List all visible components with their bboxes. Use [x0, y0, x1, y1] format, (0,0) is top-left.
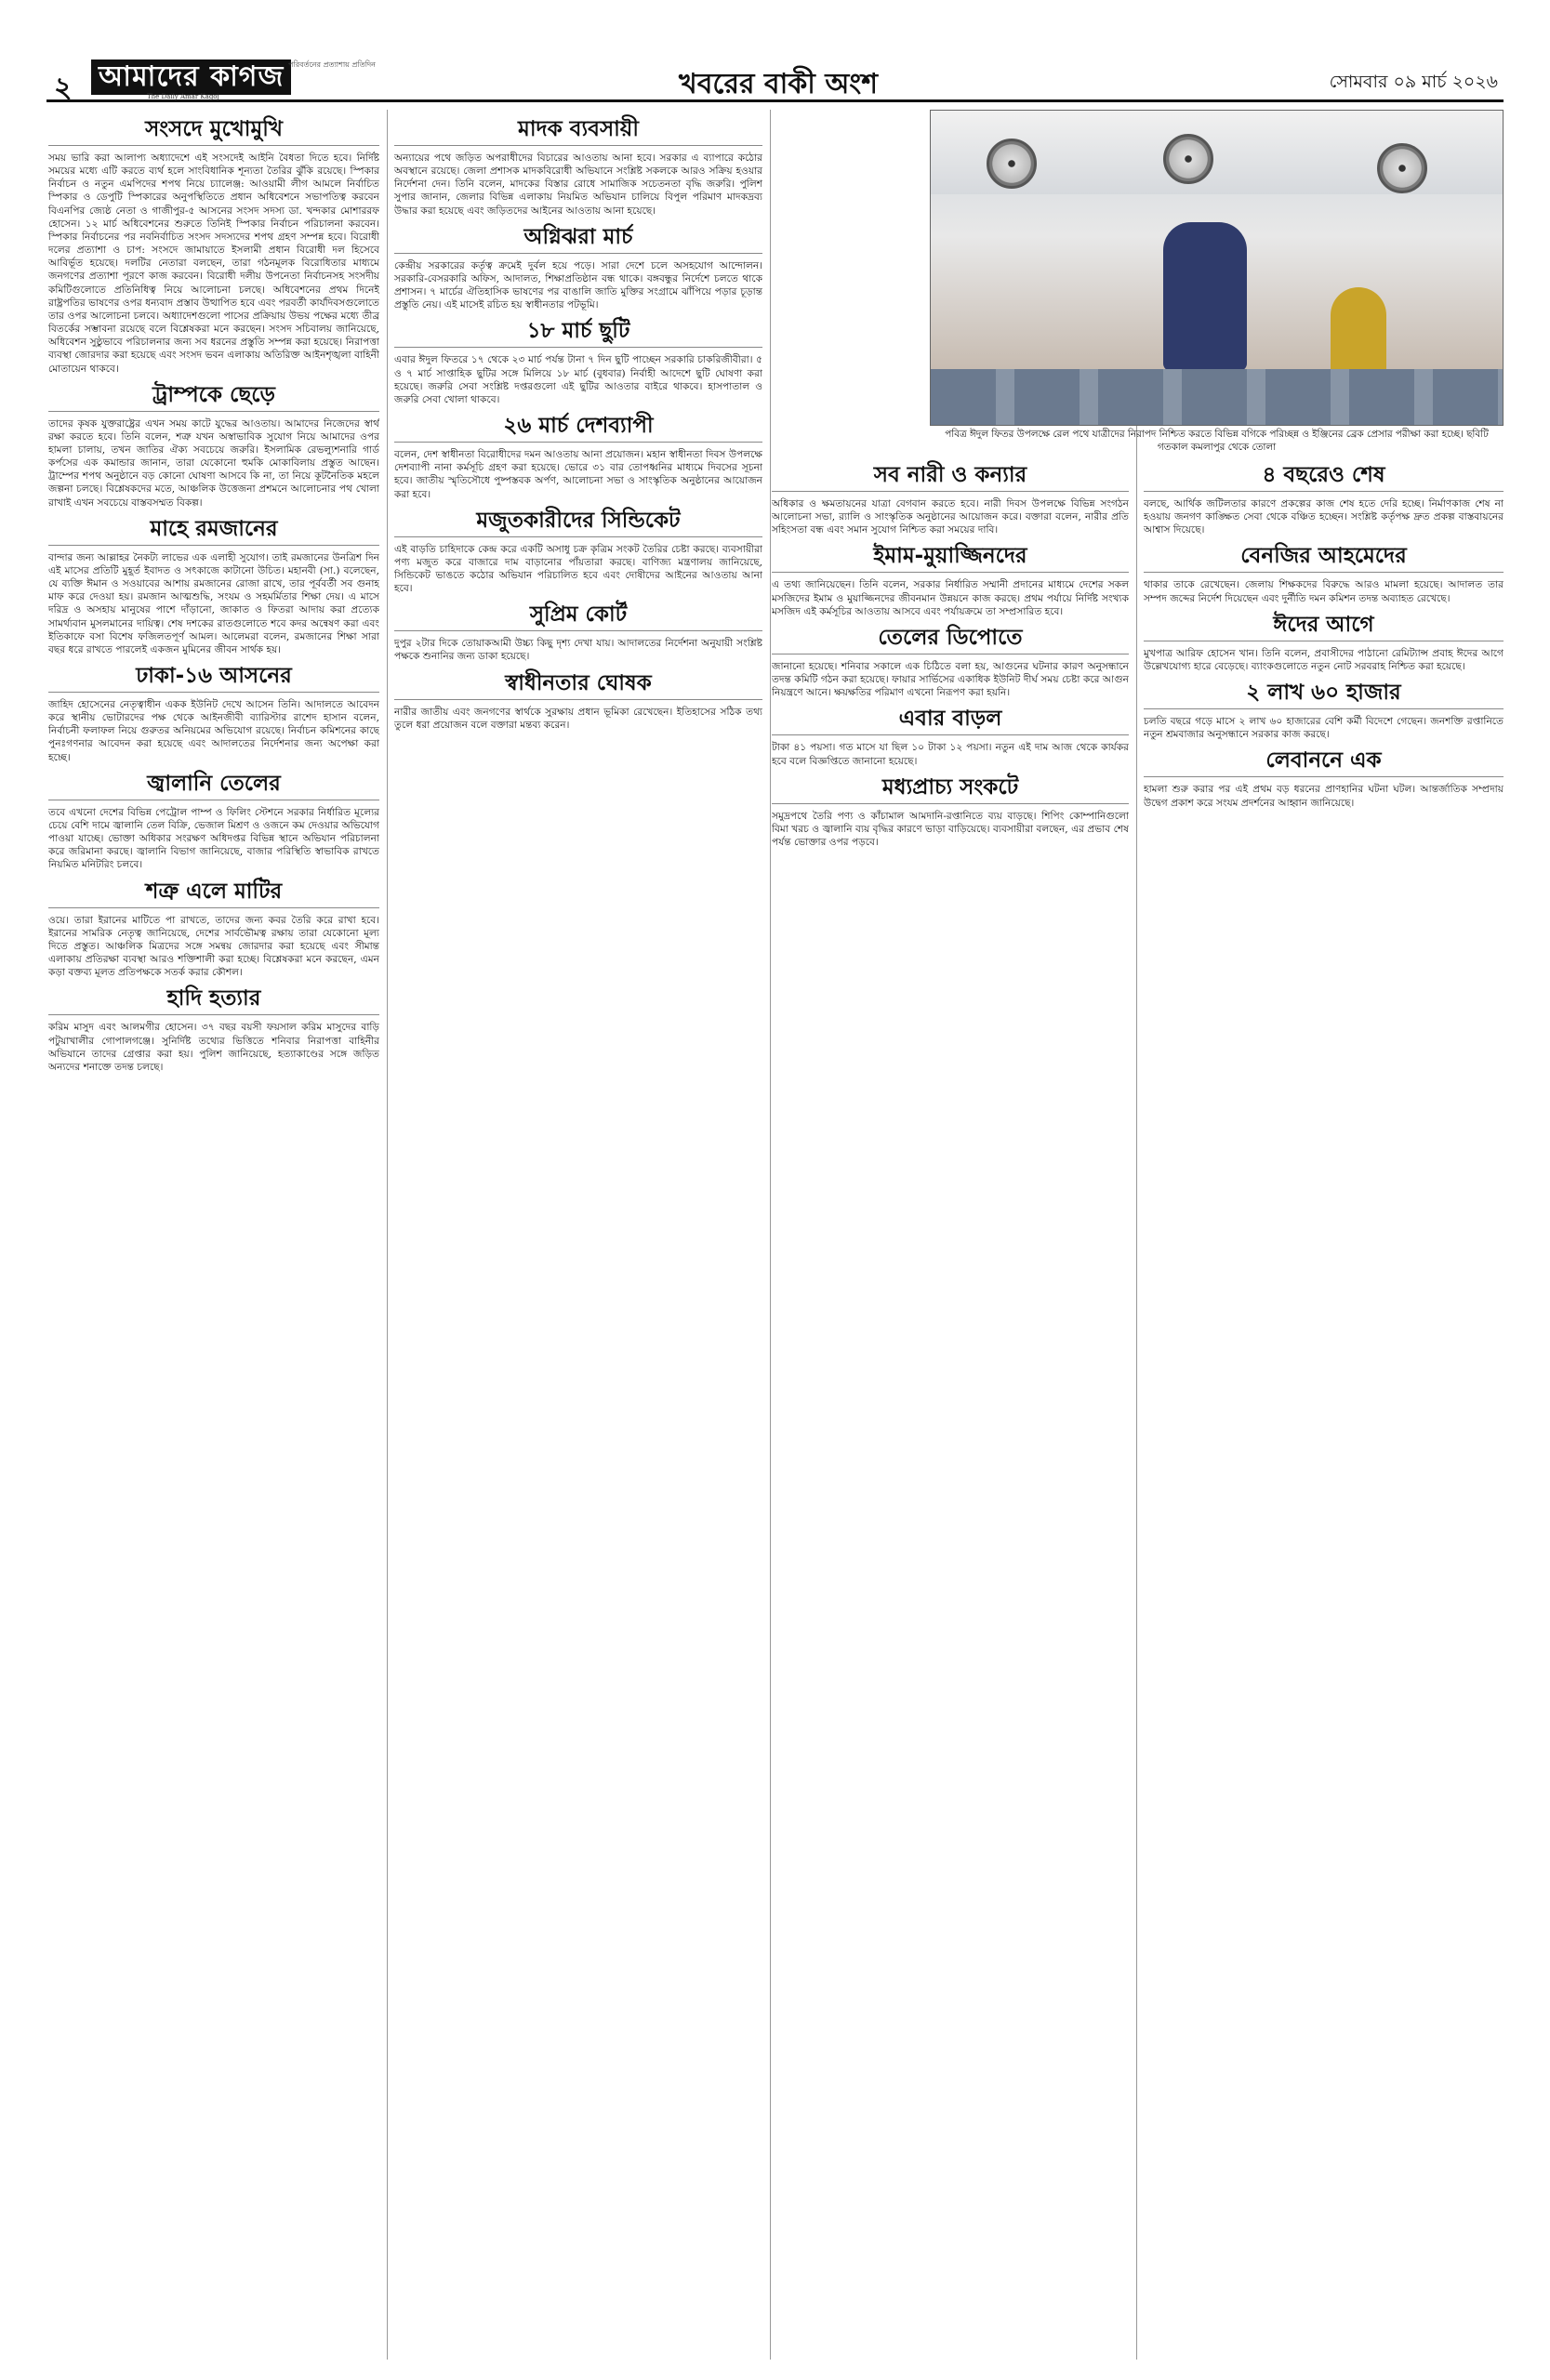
article-body: বলেন, দেশ স্বাধীনতা বিরোধীদের দমন আওতায় আনা প্রয়োজন। মহান স্বাধীনতা দিবস উপলক্ষে দেশব্যাপী নানা কর্মসূচি গ্রহণ করা হয়েছে। ভোরে ৩১ বার তোপধ্বনির মাধ্যমে দিবসের সূচনা হবে। জাতীয় স্মৃতিসৌধে পুষ্পস্তবক অর্পণ, আলোচনা সভা ও সাংস্কৃতিক অনুষ্ঠানের আয়োজন করা হবে।	[394, 449, 762, 500]
column-4	[1144, 456, 1504, 2361]
article-title: মজুতকারীদের সিন্ডিকেট	[394, 507, 762, 537]
ceiling-fan-icon	[987, 139, 1037, 189]
column-2	[394, 110, 762, 2360]
article-body: জাহিদ হোসেনের নেতৃত্বাধীন একক ইউনিট দেখে আসেন তিনি। আদালতে আবেদন করে স্থানীয় ভোটারদের পক্ষ থেকে আইনজীবী ব্যারিস্টার রাশেদ হাসান বলেন, নির্বাচনী ফলাফল নিয়ে গুরুতর অনিয়মের অভিযোগ রয়েছে। নির্বাচন কমিশনের কাছে পুনঃগণনার আবেদন করা হয়েছে এবং আদালতের নির্দেশনার জন্য অপেক্ষা করা হচ্ছে।	[48, 699, 379, 763]
article-title: লেবাননে এক	[1144, 747, 1504, 777]
article-title: সংসদে মুখোমুখি	[48, 115, 379, 146]
worker-figure	[1163, 222, 1247, 371]
article-title: ১৮ মার্চ ছুটি	[394, 317, 762, 348]
brand-english: The Daily Amar Kagoj	[147, 93, 219, 100]
article-body: চলতি বছরে গড়ে মাসে ২ লাখ ৬০ হাজারের বেশি কর্মী বিদেশে গেছেন। জনশক্তি রপ্তানিতে নতুন শ্রমবাজার অনুসন্ধানে সরকার কাজ করছে।	[1144, 716, 1504, 741]
article-title: ইমাম-মুয়াজ্জিনদের	[772, 542, 1129, 573]
article-body: সমুদ্রপথে তৈরি পণ্য ও কাঁচামাল আমদানি-রপ্তানিতে ব্যয় বাড়ছে। শিপিং কোম্পানিগুলো বিমা খরচ ও জ্বালানি ব্যয় বৃদ্ধির কারণে ভাড়া বাড়িয়েছে। ব্যবসায়ীরা বলছেন, এর প্রভাব শেষ পর্যন্ত ভোক্তার ওপর পড়বে।	[772, 810, 1129, 849]
article-title: অগ্নিঝরা মার্চ	[394, 223, 762, 254]
train-seats	[931, 369, 1503, 425]
article-title: সব নারী ও কন্যার	[772, 461, 1129, 492]
article-body: এবার ঈদুল ফিতরে ১৭ থেকে ২৩ মার্চ পর্যন্ত টানা ৭ দিন ছুটি পাচ্ছেন সরকারি চাকরিজীবীরা। ৫ ও ৭ মার্চ সাপ্তাহিক ছুটির সঙ্গে মিলিয়ে ১৮ মার্চ (বুধবার) নির্বাহী আদেশে ছুটি ঘোষণা করা হয়েছে। জরুরি সেবা সংশ্লিষ্ট দপ্তরগুলো এই ছুটির আওতার বাইরে থাকবে। হাসপাতাল ও জরুরি সেবা খোলা থাকবে।	[394, 354, 762, 405]
article-body: করিম মাসুদ এবং আলমগীর হোসেন। ৩৭ বছর বয়সী ফয়সাল করিম মাসুদের বাড়ি পটুয়াখালীর গোপালগঞ্জে। সুনির্দিষ্ট তথ্যের ভিত্তিতে শনিবার নিরাপত্তা বাহিনীর অভিযানে তাদের গ্রেপ্তার করা হয়। পুলিশ জানিয়েছে, হত্যাকাণ্ডের সঙ্গে জড়িত অন্যদের শনাক্তে তদন্ত চলছে।	[48, 1022, 379, 1073]
column-1	[48, 110, 379, 2360]
column-3	[772, 456, 1129, 2361]
article-body: ওয়ে। তারা ইরানের মাটিতে পা রাখতে, তাদের জন্য কবর তৈরি করে রাখা হবে। ইরানের সামরিক নেতৃত্ব জানিয়েছে, দেশের সার্বভৌমত্ব রক্ষায় তারা যেকোনো মূল্য দিতে প্রস্তুত। আঞ্চলিক মিত্রদের সঙ্গে সমন্বয় জোরদার করা হয়েছে এবং সীমান্ত এলাকায় প্রতিরক্ষা ব্যবস্থা আরও শক্তিশালী করা হচ্ছে। বিশ্লেষকরা মনে করছেন, এমন কড়া বক্তব্য মূলত প্রতিপক্ষকে সতর্ক করার কৌশল।	[48, 914, 379, 979]
article-title: মাদক ব্যবসায়ী	[394, 115, 762, 146]
article-title: মাহে রমজানের	[48, 515, 379, 546]
article-body: দুপুর ২টার দিকে তোয়াকআমী উচ্চ্য কিছু দৃশ্য দেখা যায়। আদালতের নির্দেশনা অনুযায়ী সংশ্লিষ্ট পক্ষকে শুনানির জন্য ডাকা হয়েছে।	[394, 638, 762, 663]
ceiling-fan-icon	[1377, 143, 1427, 193]
article-body: অধিকার ও ক্ষমতায়নের যাত্রা বেগবান করতে হবে। নারী দিবস উপলক্ষে বিভিন্ন সংগঠন আলোচনা সভা, র‍্যালি ও সাংস্কৃতিক অনুষ্ঠানের আয়োজন করে। বক্তারা বলেন, নারীর প্রতি সহিংসতা বন্ধ এবং সমান সুযোগ নিশ্চিত করা সময়ের দাবি।	[772, 498, 1129, 536]
article-title: ৪ বছরেও শেষ	[1144, 461, 1504, 492]
page-number: ২	[54, 72, 73, 104]
article-title: তেলের ডিপোতে	[772, 624, 1129, 654]
article-body: টাকা ৪১ পয়সা। গত মাসে যা ছিল ১০ টাকা ১২ পয়সা। নতুন এই দাম আজ থেকে কার্যকর হবে বলে বিজ্ঞপ্তিতে জানানো হয়েছে।	[772, 742, 1129, 767]
article-title: স্বাধীনতার ঘোষক	[394, 669, 762, 700]
article-body: হামলা শুরু করার পর এই প্রথম বড় ধরনের প্রাণহানির ঘটনা ঘটল। আন্তর্জাতিক সম্প্রদায় উদ্বেগ প্রকাশ করে সংযম প্রদর্শনের আহ্বান জানিয়েছে।	[1144, 784, 1504, 809]
article-title: বেনজির আহমেদের	[1144, 542, 1504, 573]
article-title: শত্রু এলে মাটির	[48, 878, 379, 908]
article-body: তবে এখনো দেশের বিভিন্ন পেট্রোল পাম্প ও ফিলিং স্টেশনে সরকার নির্ধারিত মূল্যের চেয়ে বেশি দামে জ্বালানি তেল বিক্রি, ভেজাল মিশ্রণ ও ওজনে কম দেওয়ার অভিযোগ পাওয়া যাচ্ছে। ভোক্তা অধিকার সংরক্ষণ অধিদপ্তর বিভিন্ন স্থানে অভিযান পরিচালনা করে জরিমানা করছে। জ্বালানি বিভাগ জানিয়েছে, বাজার পরিস্থিতি স্বাভাবিক রাখতে নিয়মিত মনিটরিং চলবে।	[48, 806, 379, 871]
article-title: ২৬ মার্চ দেশব্যাপী	[394, 412, 762, 443]
photo-caption: পবিত্র ঈদুল ফিতর উপলক্ষে রেল পথে যাত্রীদের নিরাপদ নিশ্চিত করতে বিভিন্ন বগিকে পরিচ্ছন্ন ও ইঞ্জিনের ব্রেক প্রেসার পরীক্ষা করা হচ্ছে। ছবিটি গতকাল কমলাপুর থেকে তোলা	[945, 429, 1489, 453]
article-title: মধ্যপ্রাচ্য সংকটে	[772, 774, 1129, 804]
article-body: বান্দার জন্য আল্লাহর নৈকট্য লাভের এক এলাহী সুযোগ। তাই রমজানের উনত্রিশ দিন এই মাসের প্রতিটি মুহূর্ত ইবাদত ও সৎকাজে কাটানো উচিত। মহানবী (সা.) বলেছেন, যে ব্যক্তি ঈমান ও সওয়াবের আশায় রমজানের রোজা রাখে, তার পূর্ববর্তী সব গুনাহ মাফ করে দেওয়া হয়। রমজান আত্মশুদ্ধি, সংযম ও সহমর্মিতার শিক্ষা দেয়। এ মাসে দরিদ্র ও অসহায় মানুষের পাশে দাঁড়ানো, জাকাত ও ফিতরা আদায় করা প্রত্যেক সামর্থ্যবান মুসলমানের দায়িত্ব। শেষ দশকের রাতগুলোতে শবে কদর অন্বেষণ করা এবং ইতিকাফে বসা বিশেষ ফজিলতপূর্ণ আমল। আলেমরা বলেন, রমজানের শিক্ষা সারা বছর ধরে রাখতে পারলেই একজন মুমিনের জীবন সার্থক হয়।	[48, 551, 379, 655]
article-body: তাদের কৃষক যুক্তরাষ্ট্রের এখন সময় কাটে যুদ্ধের আওতায়। আমাদের নিজেদের স্বার্থ রক্ষা করতে হবে। তিনি বলেন, শত্রু যখন অস্বাভাবিক সুযোগ নিয়ে আমাদের ওপর হামলা চালায়, তখন জাতির ঐক্য সবচেয়ে জরুরি। ইসলামিক রেভল্যুশনারি গার্ড কর্পসের এক কমান্ডার জানান, তারা যেকোনো হুমকি মোকাবিলায় প্রস্তুত আছেন। ট্রাম্পের শপথ অনুষ্ঠানে বড় কোনো ঘোষণা আসবে কি না, তা নিয়ে কূটনৈতিক মহলে জল্পনা চলছে। বিশ্লেষকদের মতে, আঞ্চলিক উত্তেজনা প্রশমনে আলোচনার পথ খোলা রাখাই এখন সবচেয়ে বাস্তবসম্মত বিকল্প।	[48, 417, 379, 509]
section-title: খবরের বাকী অংশ	[679, 68, 878, 100]
issue-date: সোমবার ০৯ মার্চ ২০২৬	[1329, 72, 1498, 92]
article-body: বলছে, আর্থিক জটিলতার কারণে প্রকল্পের কাজ শেষ হতে দেরি হচ্ছে। নির্মাণকাজ শেষ না হওয়ায় জনগণ কাঙ্ক্ষিত সেবা থেকে বঞ্চিত হচ্ছেন। সংশ্লিষ্ট কর্তৃপক্ষ দ্রুত প্রকল্প বাস্তবায়নের আশ্বাস দিয়েছে।	[1144, 498, 1504, 536]
article-title: এবার বাড়ল	[772, 705, 1129, 735]
article-body: থাকার তাকে রেখেছেন। জেলায় শিক্ষকদের বিরুদ্ধে আরও মামলা হয়েছে। আদালত তার সম্পদ জব্দের নির্দেশ দিয়েছেন এবং দুর্নীতি দমন কমিশন তদন্ত অব্যাহত রেখেছে।	[1144, 579, 1504, 604]
article-title: ঢাকা-১৬ আসনের	[48, 662, 379, 693]
article-title: জ্বালানি তেলের	[48, 770, 379, 800]
article-title: হাদি হত্যার	[48, 985, 379, 1015]
brand-name: আমাদের কাগজ	[91, 60, 291, 95]
article-title: ট্রাম্পকে ছেড়ে	[48, 381, 379, 412]
ceiling-fan-icon	[1163, 134, 1213, 184]
article-body: নারীর জাতীয় এবং জনগণের স্বার্থকে সুরক্ষায় প্রধান ভূমিকা রেখেছেন। ইতিহাসের সঠিক তথ্য তুলে ধরা প্রয়োজন বলে বক্তারা মন্তব্য করেন।	[394, 706, 762, 731]
worker-figure	[1331, 287, 1386, 380]
train-cleaning-photo	[930, 110, 1504, 426]
page-header	[46, 58, 1504, 102]
article-body: এ তথ্য জানিয়েছেন। তিনি বলেন, সরকার নির্ধারিত সম্মানী প্রদানের মাধ্যমে দেশের সকল মসজিদের ইমাম ও মুয়াজ্জিনদের জীবনমান উন্নয়নে কাজ করছে। প্রথম পর্যায়ে নির্দিষ্ট সংখ্যক মসজিদ এই কর্মসূচির আওতায় আসবে এবং পর্যায়ক্রমে তা সম্প্রসারিত হবে।	[772, 579, 1129, 617]
article-body: কেন্দ্রীয় সরকারের কর্তৃত্ব ক্রমেই দুর্বল হয়ে পড়ে। সারা দেশে চলে অসহযোগ আন্দোলন। সরকারি-বেসরকারি অফিস, আদালত, শিক্ষাপ্রতিষ্ঠান বন্ধ থাকে। বঙ্গবন্ধুর নির্দেশে চলতে থাকে প্রশাসন। ৭ মার্চের ঐতিহাসিক ভাষণের পর বাঙালি জাতি মুক্তির সংগ্রামে ঝাঁপিয়ে পড়ার চূড়ান্ত প্রস্তুতি নেয়। এই মাসেই রচিত হয় স্বাধীনতার পটভূমি।	[394, 259, 762, 311]
column-rule	[770, 110, 771, 2360]
article-body: এই বাড়তি চাহিদাকে কেন্দ্র করে একটি অসাধু চক্র কৃত্রিম সংকট তৈরির চেষ্টা করছে। ব্যবসায়ীরা পণ্য মজুত করে বাজারে দাম বাড়ানোর পাঁয়তারা করছে। বাণিজ্য মন্ত্রণালয় জানিয়েছে, সিন্ডিকেট ভাঙতে কঠোর অভিযান পরিচালিত হবে এবং দোষীদের আইনের আওতায় আনা হবে।	[394, 543, 762, 595]
column-rule	[387, 110, 388, 2360]
newspaper-logo	[91, 60, 376, 100]
brand-tagline: পরিবর্তনের প্রত্যাশায় প্রতিদিন	[288, 60, 376, 69]
article-body: অন্যায়ের পথে জড়িত অপরাধীদের বিচারের আওতায় আনা হবে। সরকার এ ব্যাপারে কঠোর অবস্থানে রয়েছে। জেলা প্রশাসক মাদকবিরোধী অভিযানে সংশ্লিষ্ট সকলকে আরও সক্রিয় হওয়ার নির্দেশনা দেন। তিনি বলেন, মাদকের বিস্তার রোধে সামাজিক সচেতনতা বৃদ্ধি জরুরি। পুলিশ সুপার জানান, জেলার বিভিন্ন এলাকায় নিয়মিত অভিযান চালিয়ে বিপুল পরিমাণ মাদকদ্রব্য উদ্ধার করা হয়েছে এবং জড়িতদের আইনের আওতায় আনা হয়েছে।	[394, 152, 762, 217]
article-title: ২ লাখ ৬০ হাজার	[1144, 679, 1504, 709]
article-title: ঈদের আগে	[1144, 611, 1504, 641]
article-body: জানানো হয়েছে। শনিবার সকালে এক চিঠিতে বলা হয়, আগুনের ঘটনার কারণ অনুসন্ধানে তদন্ত কমিটি গঠন করা হয়েছে। ফায়ার সার্ভিসের একাধিক ইউনিট দীর্ঘ সময় চেষ্টা করে আগুন নিয়ন্ত্রণে আনে। ক্ষয়ক্ষতির পরিমাণ এখনো নিরূপণ করা হয়নি।	[772, 660, 1129, 699]
article-body: মুখপাত্র আরিফ হোসেন খান। তিনি বলেন, প্রবাসীদের পাঠানো রেমিট্যান্স প্রবাহ ঈদের আগে উল্লেখযোগ্য হারে বেড়েছে। ব্যাংকগুলোতে নতুন নোট সরবরাহ নিশ্চিত করা হয়েছে।	[1144, 647, 1504, 672]
article-body: সময় ভারি করা আলাপ্য অধ্যাদেশে এই সংসদেই আইনি বৈধতা দিতে হবে। নির্দিষ্ট সময়ের মধ্যে এটি করতে ব্যর্থ হলে সাংবিধানিক শূন্যতা তৈরির ঝুঁকি রয়েছে। স্পিকার নির্বাচন ও নতুন এমপিদের শপথ নিয়ে চ্যালেঞ্জ: আওয়ামী লীগ আমলে নির্বাচিত স্পিকার ও ডেপুটি স্পিকারের অনুপস্থিতিতে প্রধান অধিবেশনে সভাপতিত্ব করবেন বিএনপির জ্যেষ্ঠ নেতা ও গাজীপুর-৫ আসনের সংসদ সদস্য ডা. খন্দকার মোশাররফ হোসেন। ১২ মার্চ অধিবেশনের শুরুতে তিনিই স্পিকার নির্বাচন পরিচালনা করবেন। স্পিকার নির্বাচনের পর নবনির্বাচিত সংসদ সদস্যদের শপথ গ্রহণ সম্পন্ন হবে। বিরোধী দলের প্রত্যাশা ও চাপ: সংসদে জামায়াতে ইসলামী প্রধান বিরোধী দল হিসেবে আবির্ভূত হয়েছে। দলটির নেতারা বলছেন, তারা গঠনমূলক বিরোধিতার মাধ্যমে জনগণের প্রত্যাশা পূরণে কাজ করবেন। বিরোধী দলীয় উপনেতা নির্বাচনসহ সংসদীয় কমিটিগুলোতে প্রতিনিধিত্ব নিয়ে আলোচনা চলছে। অধিবেশনের প্রথম দিনেই রাষ্ট্রপতির ভাষণের ওপর ধন্যবাদ প্রস্তাব উত্থাপিত হবে এবং পরবর্তী কার্যদিবসগুলোতে তার ওপর আলোচনা চলবে। অধ্যাদেশগুলো পাসের প্রক্রিয়ায় উভয় পক্ষের মধ্যে তীব্র বিতর্কের সম্ভাবনা রয়েছে বলে বিশ্লেষকরা মনে করছেন। সংসদ সচিবালয় জানিয়েছে, অধিবেশন সুষ্ঠুভাবে পরিচালনার জন্য সব ধরনের প্রস্তুতি সম্পন্ন করা হয়েছে। নিরাপত্তা ব্যবস্থা জোরদার করা হয়েছে এবং সংসদ ভবন এলাকায় অতিরিক্ত আইনশৃঙ্খলা বাহিনী মোতায়েন থাকবে।	[48, 152, 379, 375]
article-title: সুপ্রিম কোর্ট	[394, 601, 762, 631]
